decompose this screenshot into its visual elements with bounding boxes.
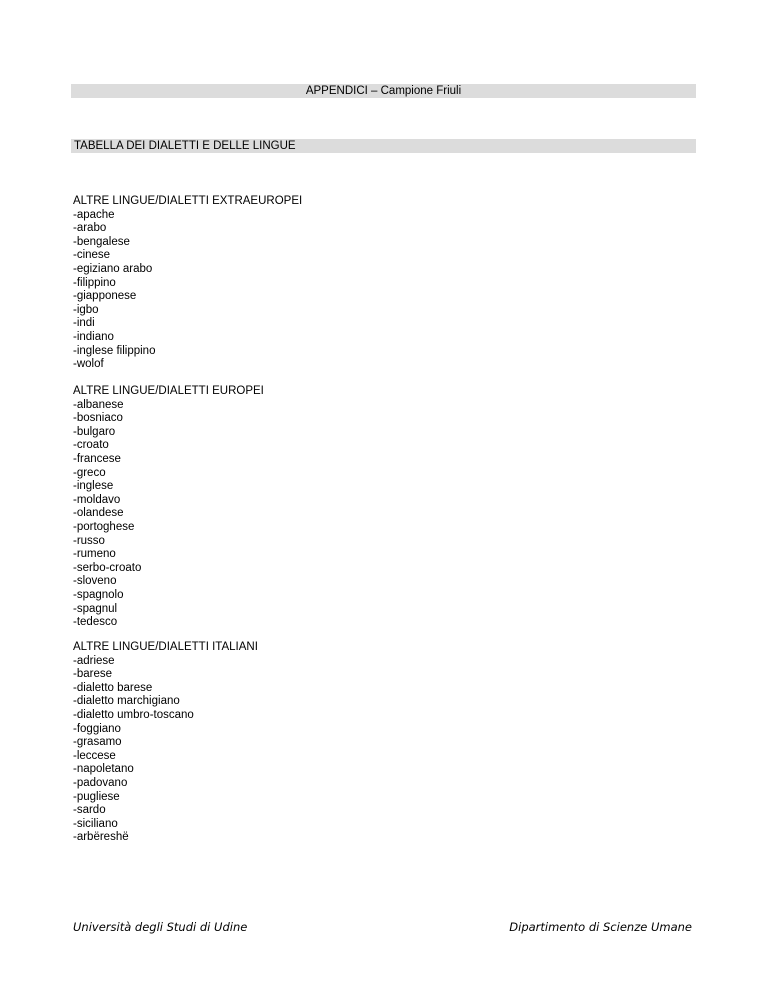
footer-university: Università degli Studi di Udine (73, 920, 248, 934)
list-item: -dialetto barese (73, 681, 153, 694)
list-item: -apache (73, 208, 115, 221)
list-item: -barese (73, 668, 112, 681)
list-item: -wolof (73, 358, 104, 371)
list-item: -cinese (73, 249, 111, 262)
section-italiani (73, 641, 258, 845)
list-item: -spagnolo (73, 588, 124, 601)
list-item: -egiziano arabo (73, 262, 153, 275)
list-item: -igbo (73, 303, 99, 316)
list-item: -dialetto marchigiano (73, 695, 180, 708)
list-item: -napoletano (73, 763, 134, 776)
list-item: -indi (73, 317, 95, 330)
list-item: -grasamo (73, 736, 122, 749)
list-item: -greco (73, 466, 106, 479)
language-list (73, 655, 258, 845)
list-item: -filippino (73, 276, 116, 289)
section-heading: ALTRE LINGUE/DIALETTI EUROPEI (73, 385, 264, 397)
list-item: -spagnul (73, 602, 118, 615)
list-item: -bulgaro (73, 425, 116, 438)
list-item: -croato (73, 439, 109, 452)
appendix-title: APPENDICI – Campione Friuli (305, 85, 462, 97)
list-item: -indiano (73, 330, 114, 343)
footer-department: Dipartimento di Scienze Umane (509, 920, 692, 934)
list-item: -albanese (73, 398, 124, 411)
list-item: -arabo (73, 222, 107, 235)
list-item: -tedesco (73, 616, 118, 629)
list-item: -adriese (73, 654, 115, 667)
language-list (73, 399, 264, 630)
list-item: -moldavo (73, 493, 121, 506)
list-item: -foggiano (73, 722, 121, 735)
list-item: -giapponese (73, 290, 137, 303)
list-item: -pugliese (73, 790, 120, 803)
list-item: -russo (73, 534, 105, 547)
list-item: -bengalese (73, 235, 130, 248)
list-item: -leccese (73, 749, 116, 762)
list-item: -bosniaco (73, 412, 123, 425)
list-item: -rumeno (73, 548, 116, 561)
list-item: -siciliano (73, 817, 118, 830)
list-item: -inglese (73, 480, 114, 493)
list-item: -serbo-croato (73, 561, 142, 574)
section-extraeuropei (73, 195, 302, 372)
language-list (73, 209, 302, 372)
list-item: -arbëreshë (73, 831, 129, 844)
list-item: -portoghese (73, 520, 135, 533)
list-item: -olandese (73, 507, 124, 520)
section-heading: ALTRE LINGUE/DIALETTI ITALIANI (73, 641, 258, 653)
section-heading: ALTRE LINGUE/DIALETTI EXTRAEUROPEI (73, 195, 303, 207)
list-item: -sloveno (73, 575, 117, 588)
list-item: -padovano (73, 776, 128, 789)
list-item: -dialetto umbro-toscano (73, 708, 194, 721)
section-europei (73, 385, 264, 630)
appendix-title-band (71, 84, 696, 98)
list-item: -inglese filippino (73, 344, 156, 357)
list-item: -francese (73, 452, 121, 465)
list-item: -sardo (73, 804, 106, 817)
table-title: TABELLA DEI DIALETTI E DELLE LINGUE (74, 140, 296, 152)
table-title-band (71, 139, 696, 153)
